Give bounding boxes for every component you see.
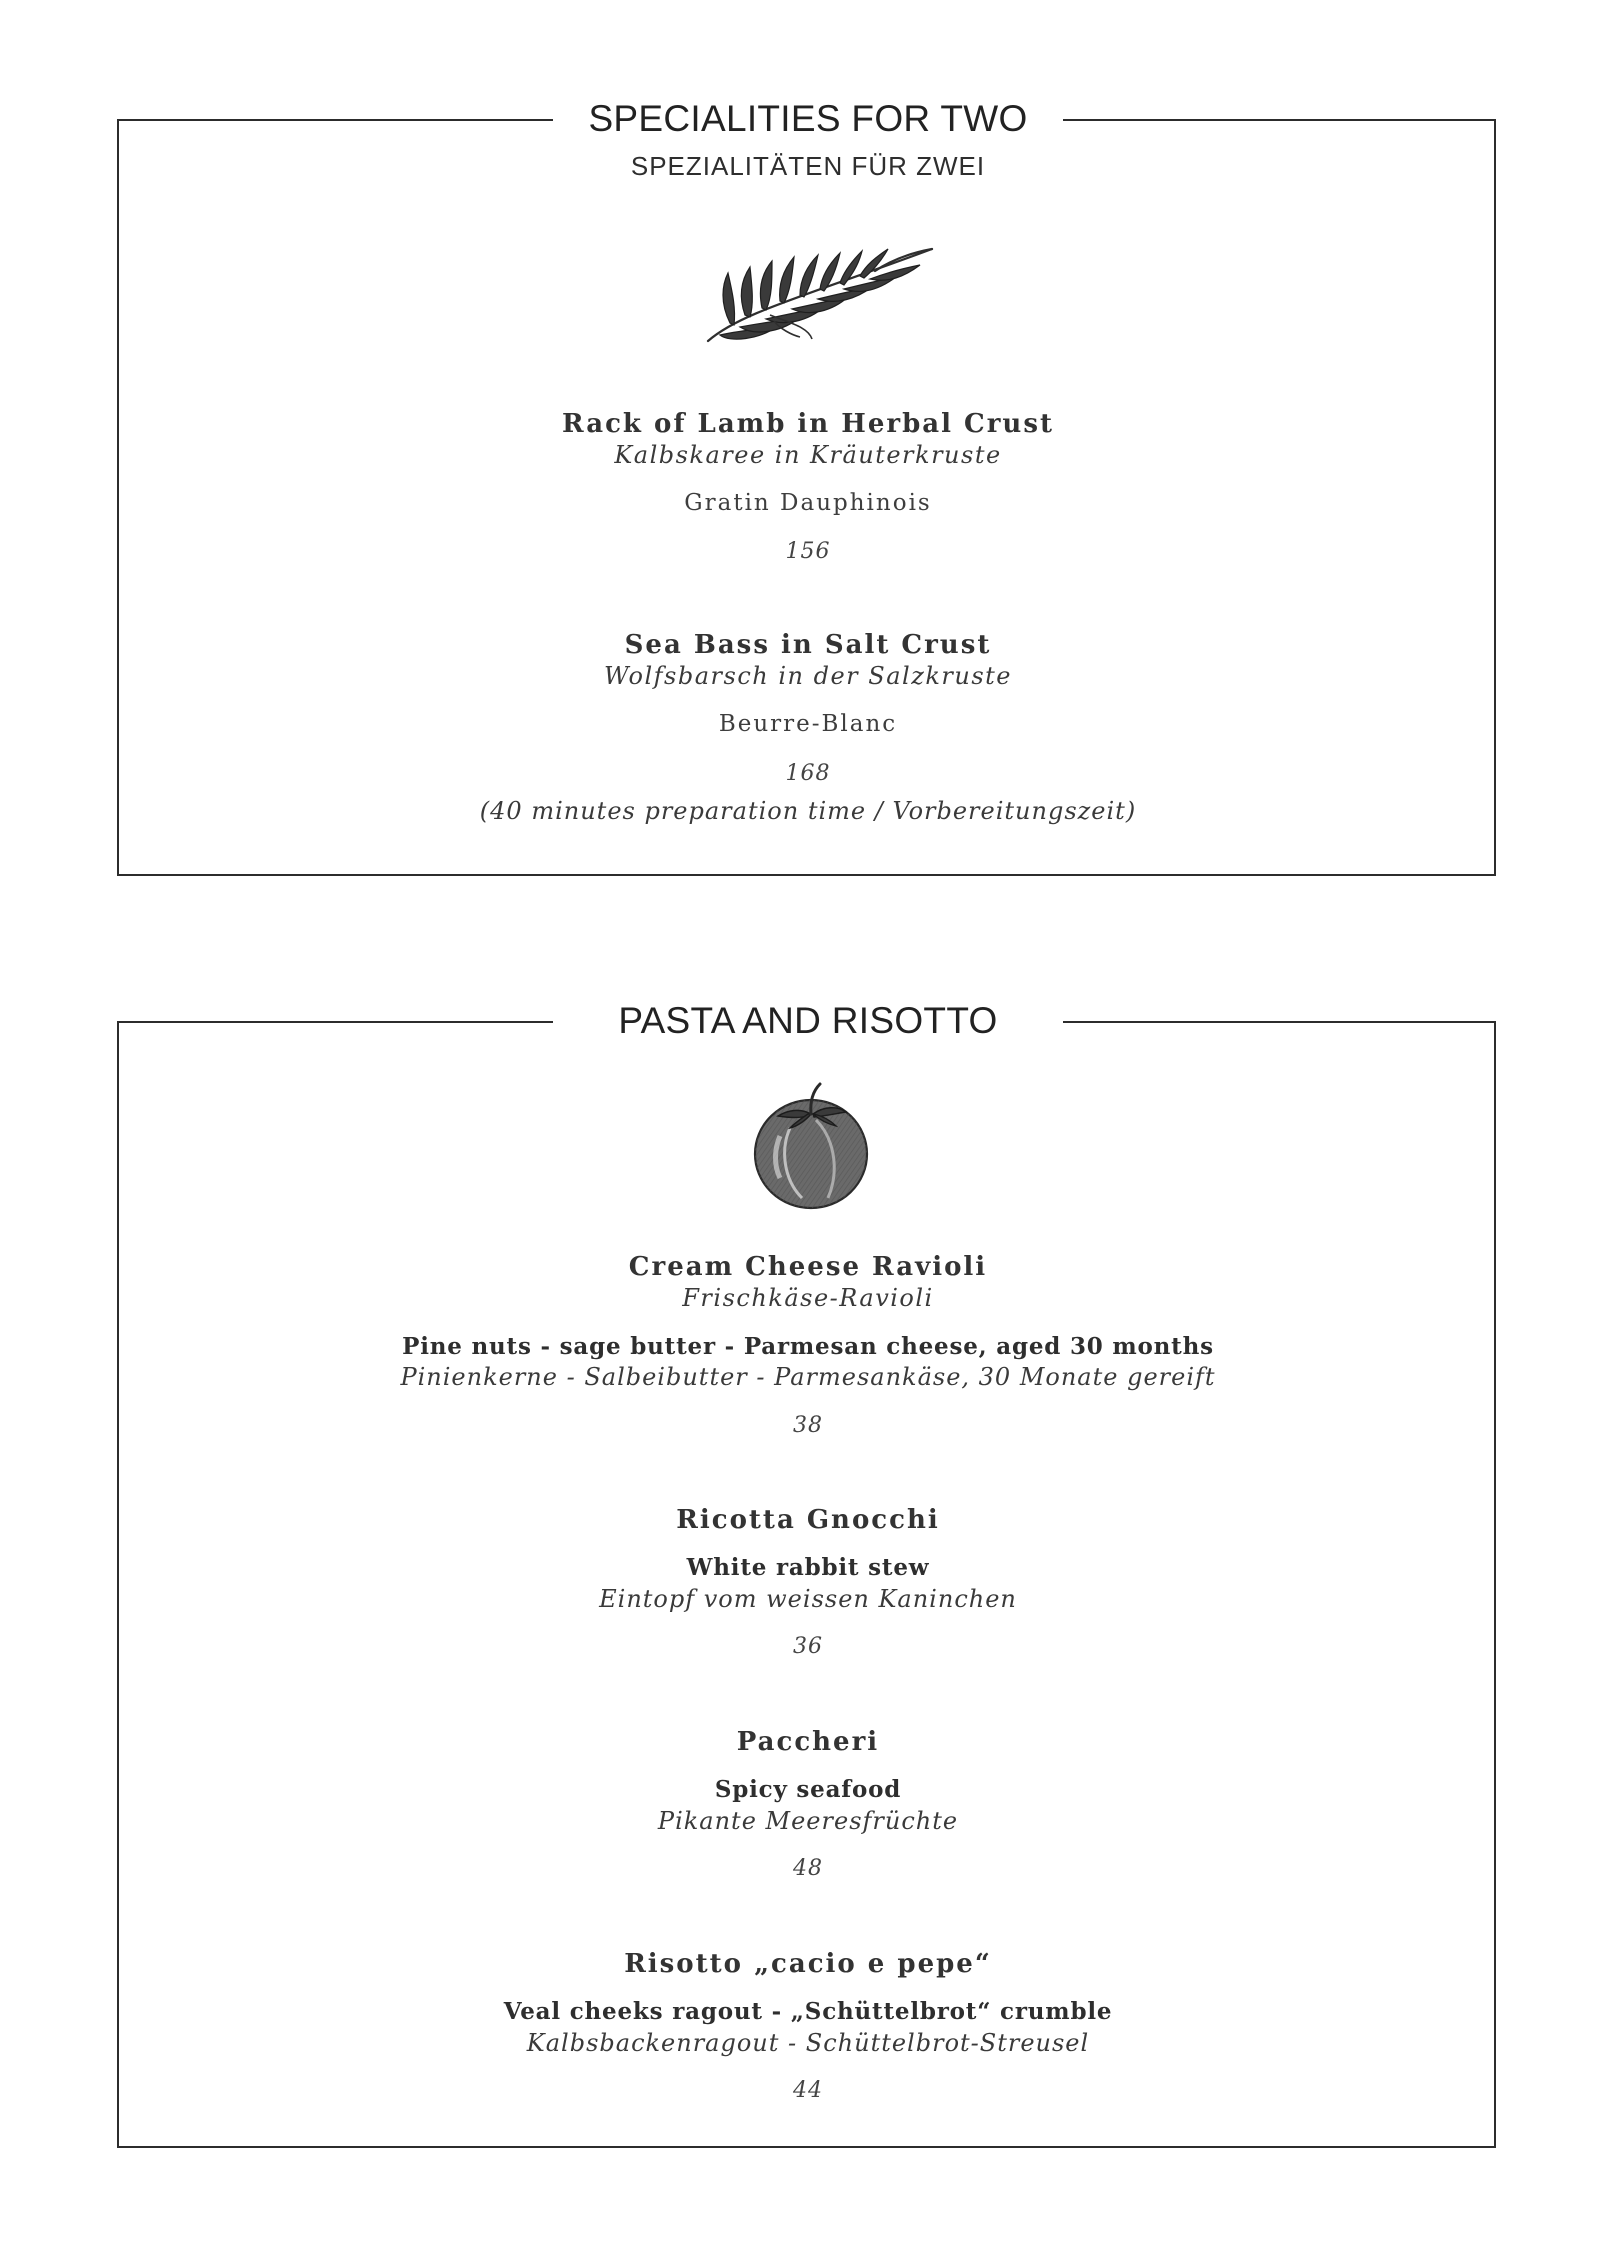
dish-name: Paccheri xyxy=(736,1727,880,1757)
dish-price: 156 xyxy=(785,539,831,564)
dish-price: 36 xyxy=(793,1634,823,1659)
pasta-title: PASTA AND RISOTTO xyxy=(618,1000,998,1041)
dish-name-de: Kalbskaree in Kräuterkruste xyxy=(614,441,1002,469)
rosemary-sprig-icon xyxy=(700,243,940,348)
dish-description: White rabbit stew xyxy=(686,1554,930,1581)
specialities-title: SPECIALITIES FOR TWO xyxy=(588,98,1028,139)
dish-description: Spicy seafood xyxy=(714,1776,902,1803)
tomato-icon xyxy=(750,1080,872,1212)
dish-name-de: Frischkäse-Ravioli xyxy=(682,1284,934,1312)
dish-price: 48 xyxy=(793,1856,823,1881)
dish-price: 168 xyxy=(785,761,831,786)
dish-name: Cream Cheese Ravioli xyxy=(628,1252,988,1282)
dish-name: Ricotta Gnocchi xyxy=(676,1505,940,1535)
dish-description-de: Pinienkerne - Salbeibutter - Parmesankäse, 30 Monate gereift xyxy=(400,1363,1216,1391)
dish-description: Pine nuts - sage butter - Parmesan cheese, aged 30 months xyxy=(402,1333,1214,1360)
dish-description: Veal cheeks ragout - „Schüttelbrot“ crumble xyxy=(503,1998,1113,2025)
dish-side: Beurre-Blanc xyxy=(718,711,898,737)
dish-description-de: Pikante Meeresfrüchte xyxy=(657,1807,959,1835)
dish-name-de: Wolfsbarsch in der Salzkruste xyxy=(604,662,1012,690)
dish-side: Gratin Dauphinois xyxy=(684,490,932,516)
dish-name: Risotto „cacio e pepe“ xyxy=(624,1949,992,1979)
dish-price: 44 xyxy=(793,2078,823,2103)
preparation-note: (40 minutes preparation time / Vorbereitungszeit) xyxy=(479,797,1137,825)
dish-description-de: Eintopf vom weissen Kaninchen xyxy=(599,1585,1017,1613)
dish-price: 38 xyxy=(793,1413,823,1438)
specialities-heading xyxy=(0,100,1616,179)
dish-name: Sea Bass in Salt Crust xyxy=(624,630,992,660)
specialities-subtitle: SPEZIALITÄTEN FÜR ZWEI xyxy=(630,151,986,181)
dish-description-de: Kalbsbackenragout - Schüttelbrot-Streusel xyxy=(526,2029,1090,2057)
pasta-heading xyxy=(0,1002,1616,1039)
dish-name: Rack of Lamb in Herbal Crust xyxy=(562,409,1054,439)
